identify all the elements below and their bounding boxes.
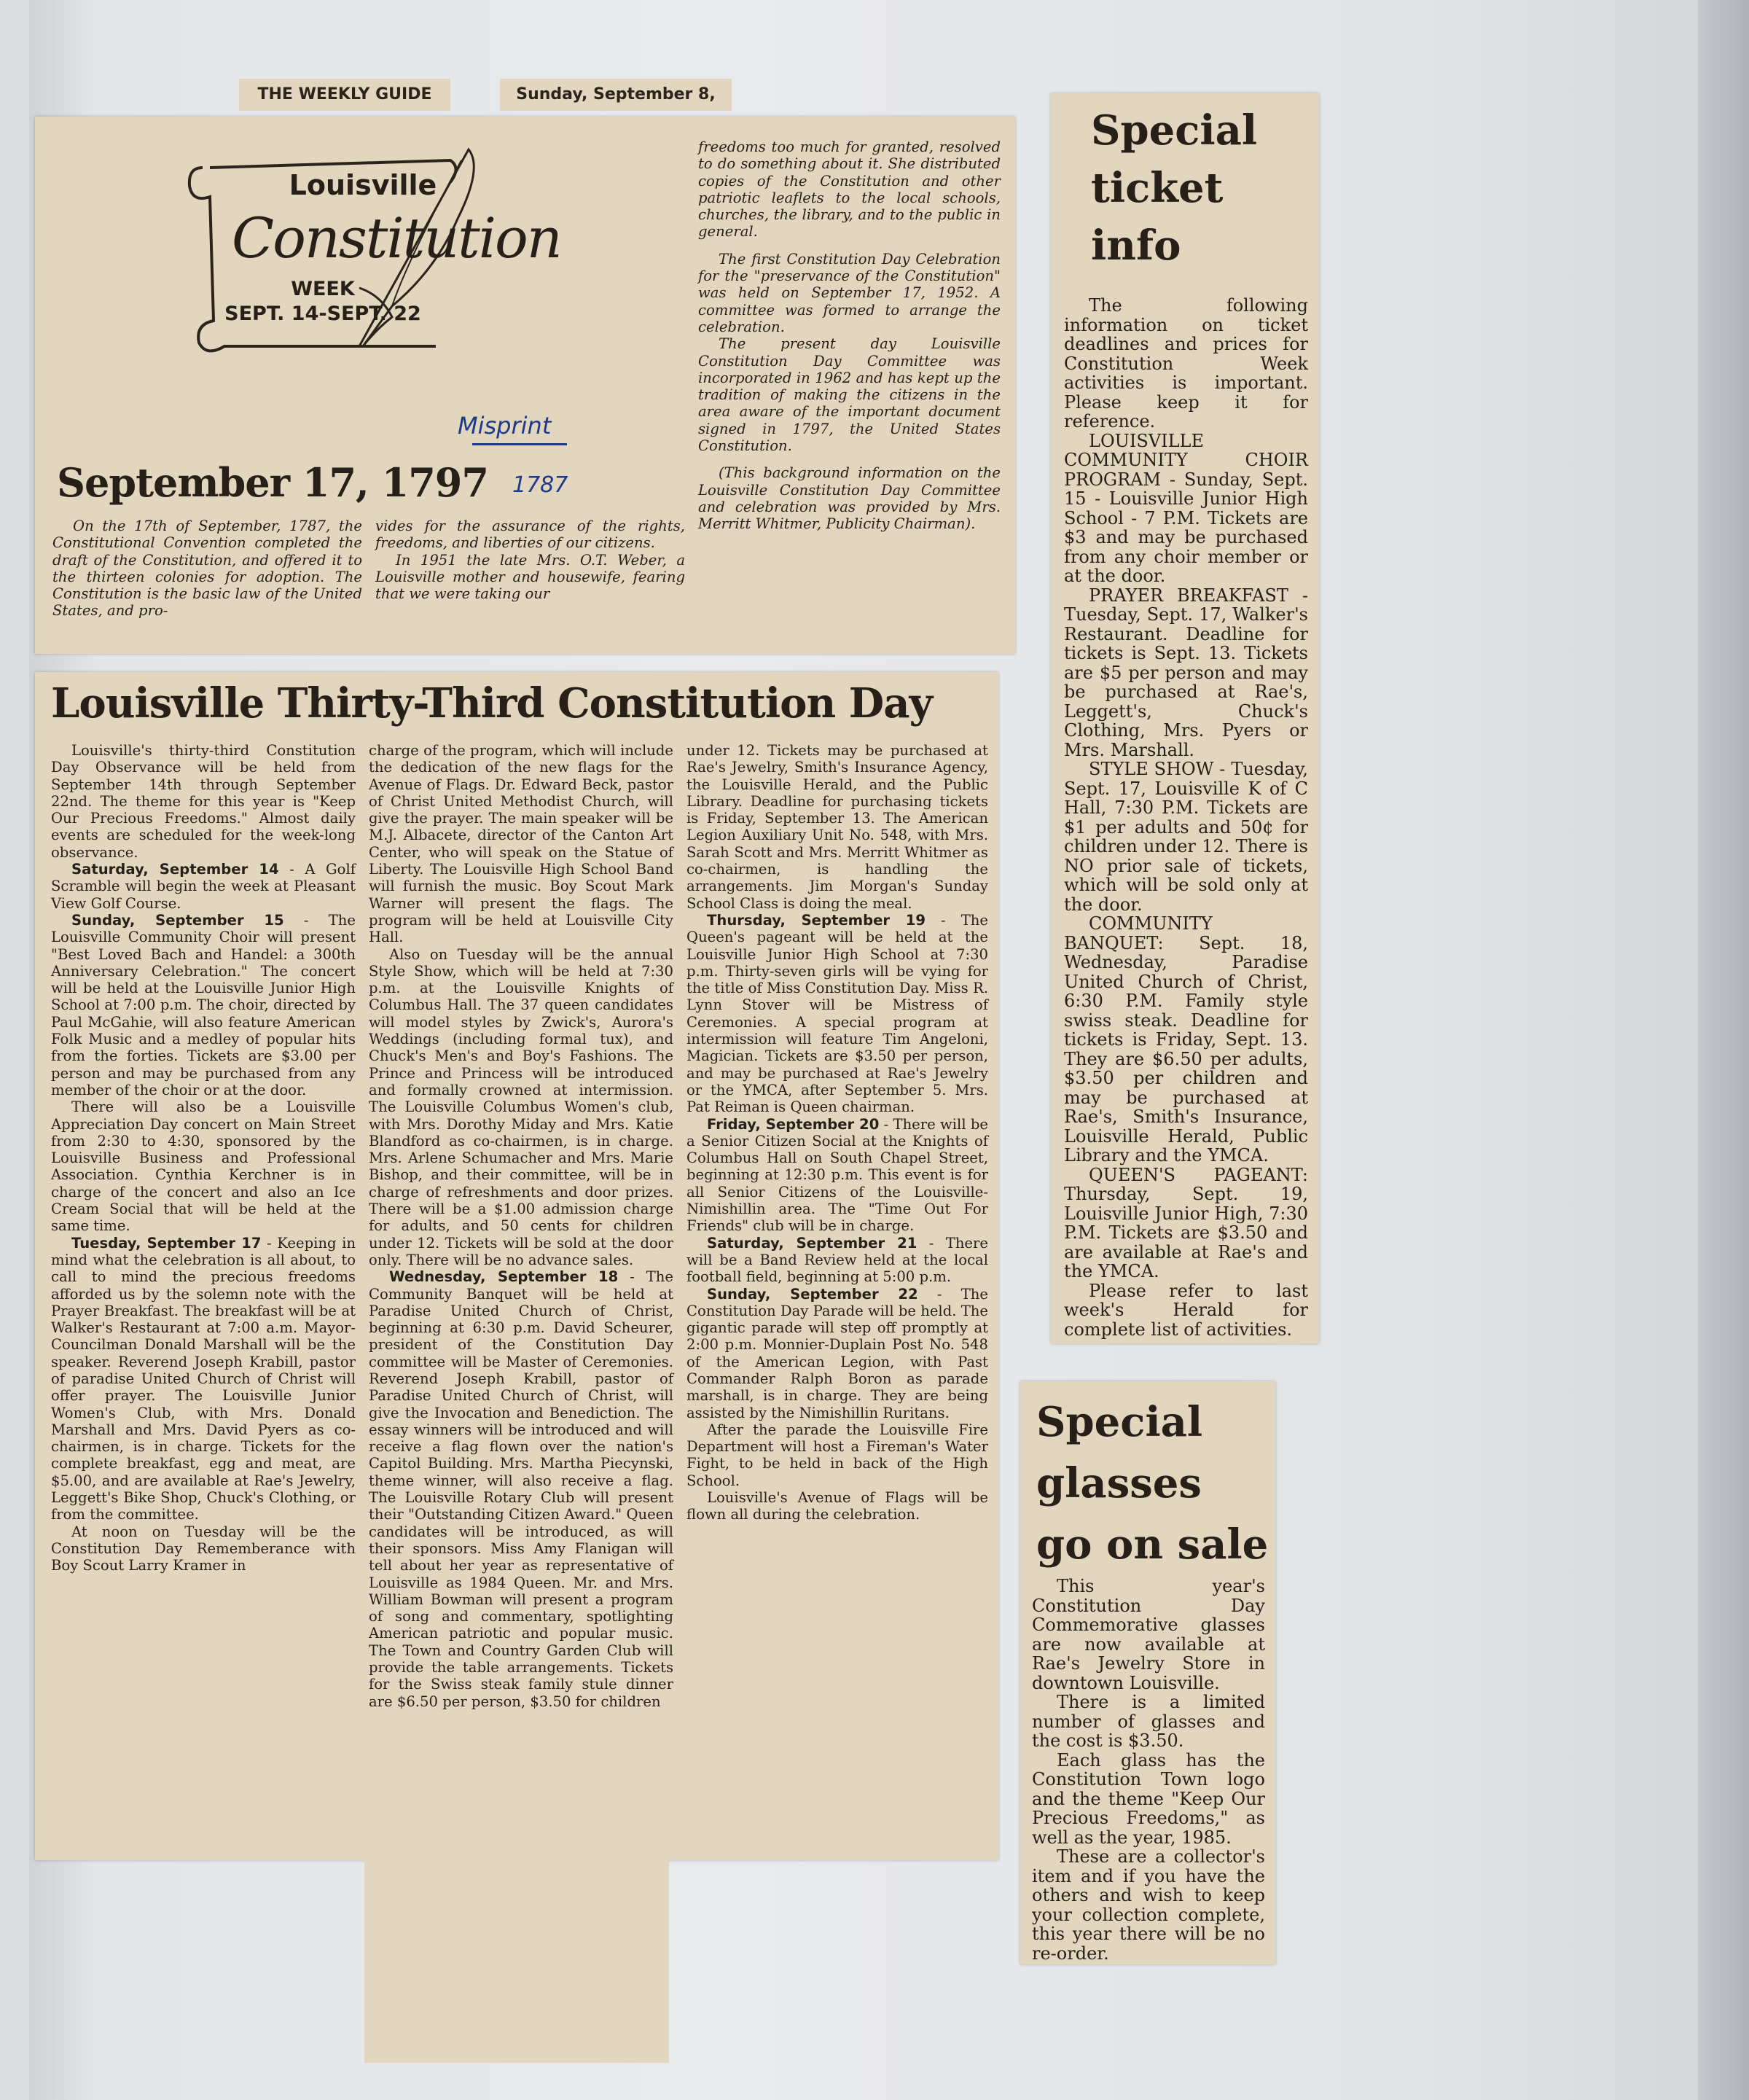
- article2-col3-lead1: Thursday, September 19: [707, 911, 926, 929]
- article2-col1: [51, 742, 356, 1574]
- article2-col2-text2: - The Community Banquet will be held at Paradise United Church of Christ, beginning at 6:30 p.m. David Scheurer, president of the Constitution Day committee will be Master of Ceremonies. Reverend Joseph Krabill, pastor of Paradise United Church of Christ, will give the Invocation and Benediction. The essay winners will be introduced and will receive a flag flown over the nation's Capitol Building. Mrs. Martha Piecynski, theme winner, will also receive a flag. The Louisville Rotary Club will present their "Outstanding Citizen Award." Queen candidates will be introduced, as will their sponsors. Miss Amy Flanigan will tell about her year as representative of Louisville as 1984 Queen. Mr. and Mrs. William Bowman will present a program of song and commentary, spotlighting American patriotic and popular music. The Town and Country Garden Club will provide the table arrangements. Tickets for the Swiss steak family stule dinner are $6.50 per person, $3.50 for children: [369, 1268, 673, 1710]
- article2-col2-p1: [369, 946, 673, 1269]
- article2-col3-text2: - There will be a Senior Citizen Social at the Knights of Columbus Hall on South Chapel Street, beginning at 12:30 p.m. This event is for all Senior Citizens of the Louisville-Nimishillin area. The "Time Out For Friends" club will be in charge.: [686, 1115, 988, 1235]
- special-glasses-clipping: [1020, 1381, 1275, 1964]
- ticket-info-p5: QUEEN'S PAGEANT: Thursday, Sept. 19, Louisville Junior High, 7:30 P.M. Tickets are $3.50 and are available at Rae's and the YMCA.: [1064, 1164, 1308, 1281]
- article1-col3-p4: (This background information on the Louisville Constitution Day Committee and celebration was provided by Mrs. Merritt Whitmer, Publicity Chairman).: [698, 464, 1001, 533]
- article2-col1-text4: - Keeping in mind what the celebration is all about, to call to mind the precious freedoms afforded us by the solemn note with the Prayer Breakfast. The breakfast will be at Walker's Restaurant at 7:00 a.m. Mayor-Councilman Donald Marshall will be the speaker. Reverend Joseph Krabill, pastor of paradise United Church of Christ will offer prayer. The Louisville Junior Women's Club, with Mrs. Donald Marshall and Mrs. David Pyers as co-chairmen, is in charge. Tickets for the complete breakfast, egg and meat, are $5.00, and are available at Rae's Jewelry, Leggett's Bike Shop, Chuck's Clothing, or from the committee.: [51, 1234, 356, 1523]
- glasses-headline-line2: glasses: [1036, 1459, 1202, 1507]
- glasses-headline-line3: go on sale: [1036, 1521, 1269, 1569]
- article1-headline: September 17, 1797: [57, 459, 488, 506]
- article2-col3-text1: - The Queen's pageant will be held at the Louisville Junior High School at 7:30 p.m. Thirty-seven girls will be vying for the title of Miss Constitution Day. Miss R. Lynn Stover will be Mistress of Ceremonies. A special program at intermission will feature Tim Angeloni, Magician. Tickets are $3.50 per person, and may be purchased at Rae's Jewelry or the YMCA, after September 5. Mrs. Pat Reiman is Queen chairman.: [686, 911, 988, 1116]
- article2-col1-p5: [51, 1523, 356, 1574]
- article2-col2-lead2: Wednesday, September 18: [389, 1268, 619, 1286]
- article2-col3-p2: [686, 1116, 988, 1235]
- article1-col2-p2: In 1951 the late Mrs. O.T. Weber, a Louisville mother and housewife, fearing that we were taking our: [375, 551, 685, 603]
- article2-col3-p0: [686, 742, 988, 912]
- article2-col1-lead2: Sunday, September 15: [71, 911, 284, 929]
- handwritten-misprint: Misprint: [458, 412, 552, 440]
- article1-col2: [375, 518, 685, 602]
- ticket-info-body: [1064, 296, 1308, 1339]
- article2-col2-text0: charge of the program, which will include the dedication of the new flags for the Avenue of Flags. Dr. Edward Beck, pastor of Christ United Methodist Church, will give the prayer. The main speaker will be M.J. Albacete, director of the Canton Art Center, who will speak on the Statue of Liberty. The Louisville High School Band will furnish the music. Boy Scout Mark Warner will present the flags. The program will be held at Louisville City Hall.: [369, 742, 673, 946]
- ticket-info-p3: STYLE SHOW - Tuesday, Sept. 17, Louisville K of C Hall, 7:30 P.M. Tickets are $1 per adults and 50¢ for children under 12. There is NO prior sale of tickets, which will be sold only at the door.: [1064, 759, 1308, 915]
- logo-dates: [224, 277, 421, 327]
- glasses-headline: [1036, 1391, 1268, 1575]
- article2-col2-tail: [364, 1851, 669, 2063]
- article2-col3-text5: After the parade the Louisville Fire Department will host a Fireman's Water Fight, to be held in back of the High School.: [686, 1421, 988, 1489]
- page-edge: [1698, 0, 1749, 2100]
- article1-col1: [52, 518, 362, 620]
- article2-col3-p5: [686, 1421, 988, 1489]
- ticket-info-headline: [1091, 102, 1257, 275]
- article1-col3-p3: The present day Louisville Constitution Day Committee was incorporated in 1962 and has kept up the tradition of making the citizens in the area aware of the important document signed in 1797, the United States Constitution.: [698, 335, 1001, 455]
- article1-col3: [698, 138, 1001, 533]
- glasses-body: [1032, 1577, 1265, 1963]
- article2-col1-lead1: Saturday, September 14: [71, 861, 279, 878]
- article2-col3-lead3: Saturday, September 21: [707, 1234, 917, 1252]
- ticket-info-p0: The following information on ticket deadlines and prices for Constitution Week activities is important. Please keep it for reference.: [1064, 295, 1308, 432]
- ticket-info-headline-line2: ticket: [1091, 164, 1224, 212]
- glasses-p3: These are a collector's item and if you have the others and wish to keep your collection complete, this year there will be no re-order.: [1032, 1846, 1265, 1964]
- article2-col1-lead4: Tuesday, September 17: [71, 1234, 262, 1252]
- handwritten-underline: [472, 443, 567, 445]
- article-september-17-clipping: [35, 117, 1015, 654]
- article2-col1-text3: There will also be a Louisville Appreciation Day concert on Main Street from 2:30 to 4:30, sponsored by the Louisville Business and Professional Association. Cynthia Kerchner is in charge of the concert and also an Ice Cream Social that will be held at the same time.: [51, 1098, 356, 1235]
- article2-col3-p3: [686, 1235, 988, 1286]
- article2-col3-p6: [686, 1489, 988, 1523]
- article2-col3-p4: [686, 1286, 988, 1421]
- ticket-info-p6: Please refer to last week's Herald for complete list of activities.: [1064, 1280, 1308, 1340]
- article2-col3-lead4: Sunday, September 22: [707, 1285, 918, 1303]
- article2-col1-text5: At noon on Tuesday will be the Constitution Day Rememberance with Boy Scout Larry Kramer in: [51, 1523, 356, 1574]
- article2-col1-p4: [51, 1235, 356, 1523]
- article1-col3-p2: The first Constitution Day Celebration for the "preservance of the Constitution" was held on September 17, 1952. A committee was formed to arrange the celebration.: [698, 250, 1001, 335]
- article2-col1-p0: [51, 742, 356, 861]
- logo-louisville: Louisville: [289, 169, 437, 201]
- ticket-info-p2: PRAYER BREAKFAST - Tuesday, Sept. 17, Walker's Restaurant. Deadline for tickets is Sept. 13. Tickets are $5 per person and may be purchased at Rae's, Leggett's, Chuck's Clothing, Mrs. Pyers or Mrs. Marshall.: [1064, 585, 1308, 760]
- glasses-headline-line1: Special: [1036, 1398, 1203, 1446]
- article2-col1-text1: - A Golf Scramble will begin the week at Pleasant View Golf Course.: [51, 861, 356, 912]
- article2-col3-text0: under 12. Tickets may be purchased at Rae's Jewelry, Smith's Insurance Agency, the Louisville Herald, and the Public Library. Deadline for purchasing tickets is Friday, September 13. The American Legion Auxiliary Unit No. 548, with Mrs. Sarah Scott and Mrs. Merritt Whitmer as co-chairmen, is handling the arrangements. Jim Morgan's Sunday School Class is doing the meal.: [686, 742, 988, 912]
- ticket-info-headline-line1: Special: [1091, 106, 1258, 155]
- article2-col1-text0: Louisville's thirty-third Constitution Day Observance will be held from September 14th through September 22nd. The theme for this year is "Keep Our Precious Freedoms." Almost daily events are scheduled for the week-long observance.: [51, 742, 356, 861]
- ticket-info-p4: COMMUNITY BANQUET: Sept. 18, Wednesday, Paradise United Church of Christ, 6:30 P.M. Family style swiss steak. Deadline for tickets is Friday, Sept. 13. They are $6.50 per adults, $3.50 per children and may be purchased at Rae's, Smith's Insurance, Louisville Herald, Public Library and the YMCA.: [1064, 913, 1308, 1166]
- article2-col3-lead2: Friday, September 20: [707, 1115, 880, 1133]
- article1-col1-text: On the 17th of September, 1787, the Constitutional Convention completed the draft of the Constitution, and offered it to the thirteen colonies for adoption. The Constitution is the basic law of the United States, and pro-: [52, 518, 362, 620]
- article-thirty-third-clipping: [35, 672, 998, 1860]
- glasses-p2: Each glass has the Constitution Town logo and the theme "Keep Our Precious Freedoms," as well as the year, 1985.: [1032, 1749, 1265, 1848]
- ticket-info-headline-line3: info: [1091, 222, 1181, 270]
- special-ticket-info-clipping: [1051, 93, 1319, 1343]
- article2-col3-text3: - There will be a Band Review held at the local football field, beginning at 5:00 p.m.: [686, 1234, 988, 1286]
- article2-col1-text2: - The Louisville Community Choir will present "Best Loved Bach and Handel: a 300th Anniversary Celebration." The concert will be held at the Louisville Junior High School at 7:00 p.m. The choir, directed by Paul McGahie, will also feature American Folk Music and a medley of popular hits from the forties. Tickets are $3.00 per person and may be purchased from any member of the choir or at the door.: [51, 911, 356, 1098]
- constitution-week-logo: [173, 138, 561, 357]
- logo-week-dates: SEPT. 14-SEPT. 22: [224, 302, 421, 325]
- glasses-p1: There is a limited number of glasses and the cost is $3.50.: [1032, 1692, 1265, 1751]
- article2-col1-p2: [51, 912, 356, 1098]
- logo-week-label: WEEK: [291, 278, 355, 300]
- article2-col2-p2: [369, 1268, 673, 1710]
- glasses-p0: This year's Constitution Day Commemorative glasses are now available at Rae's Jewelry Store in downtown Louisville.: [1032, 1576, 1265, 1693]
- paper-name-tag: THE WEEKLY GUIDE: [239, 79, 450, 111]
- article2-col1-p1: [51, 861, 356, 912]
- date-tag: Sunday, September 8,: [500, 79, 732, 111]
- article2-col2-text1: Also on Tuesday will be the annual Style Show, which will be held at 7:30 p.m. at the Louisville Knights of Columbus Hall. The 37 queen candidates will model styles by Zwick's, Aurora's Weddings (including formal tux), and Chuck's Men's and Boy's Fashions. The Prince and Princess will be introduced and formally crowned at intermission. The Louisville Columbus Women's club, with Mrs. Dorothy Miday and Mrs. Katie Blandford as co-chairmen, is in charge. Mrs. Arlene Schumacher and Mrs. Marie Bishop, and their committee, will be in charge of refreshments and door prizes. There will be a $1.00 admission charge for adults, and 50 cents for children under 12. Tickets will be sold at the door only. There will be no advance sales.: [369, 945, 673, 1268]
- article2-col2-p0: [369, 742, 673, 946]
- article1-col2-p1: vides for the assurance of the rights, freedoms, and liberties of our citizens.: [375, 518, 685, 552]
- logo-constitution: Constitution: [232, 206, 561, 270]
- article2-col2: [369, 742, 673, 1710]
- article2-col3-text4: - The Constitution Day Parade will be held. The gigantic parade will step off promptly at 2:00 p.m. Monnier-Duplain Post No. 548 of the American Legion, with Past Commander Ralph Boron as parade marshall, is in charge. They are being assisted by the Nimishillin Ruritans.: [686, 1285, 988, 1421]
- article2-col3-text6: Louisville's Avenue of Flags will be flown all during the celebration.: [686, 1489, 988, 1523]
- article2-headline: Louisville Thirty-Third Constitution Day: [51, 679, 933, 727]
- ticket-info-p1: LOUISVILLE COMMUNITY CHOIR PROGRAM - Sunday, Sept. 15 - Louisville Junior High School - 7 P.M. Tickets are $3 and may be purchased from any choir member or at the door.: [1064, 430, 1308, 586]
- handwritten-correction: 1787: [512, 472, 568, 498]
- article2-col3: [686, 742, 988, 1523]
- article2-col1-p3: [51, 1098, 356, 1234]
- article2-col3-p1: [686, 912, 988, 1116]
- article1-col3-p1: freedoms too much for granted, resolved to do something about it. She distributed copies of the Constitution and other patriotic leaflets to the local schools, churches, the library, and to the public in general.: [698, 138, 1001, 241]
